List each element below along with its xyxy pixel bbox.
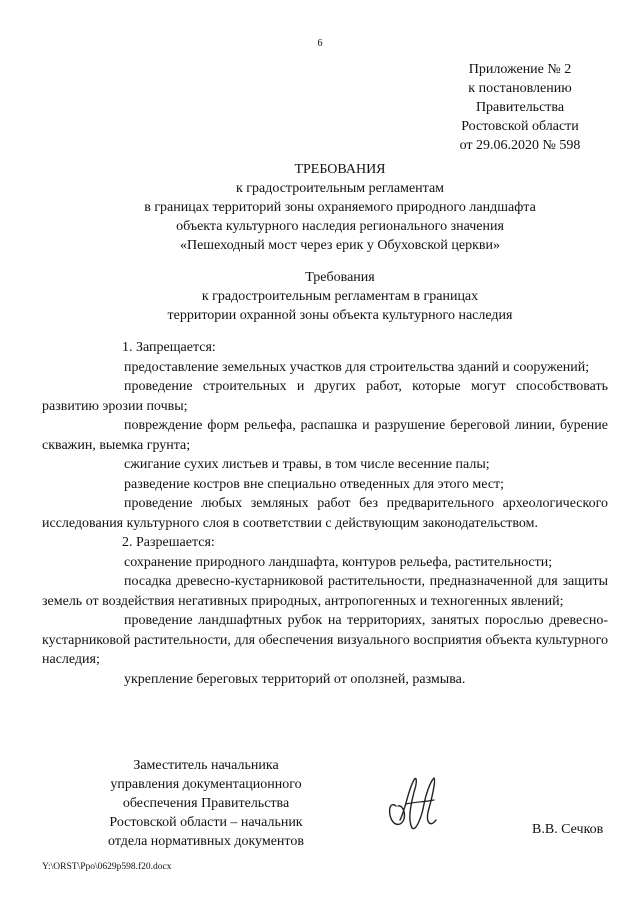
subtitle-line: к градостроительным регламентам в границах [201, 289, 479, 304]
title-line: объекта культурного наследия регионального значения [176, 219, 504, 234]
requirement-item: разведение костров вне специально отведенных для этого мест; [124, 476, 505, 492]
requirement-item: проведение любых земляных работ без предварительного археологического исследования культурного слоя в соответствии с действующим законодательством. [42, 496, 608, 531]
appendix-header [440, 60, 600, 155]
page-number: 6 [317, 38, 323, 49]
requirement-item: повреждение форм рельефа, распашка и разрушение береговой линии, бурение скважин, выемка грунта; [42, 418, 608, 453]
appendix-line: Приложение № 2 [468, 62, 572, 77]
requirement-item: посадка древесно-кустарниковой растительности, предназначенной для защиты земель от воздействия негативных природных, антропогенных и техногенных явлений; [42, 574, 608, 609]
section-heading-allowed: 2. Разрешается: [122, 535, 215, 550]
appendix-line: Ростовской области [461, 119, 579, 134]
appendix-line: Правительства [475, 100, 565, 115]
signer-line: отдела нормативных документов [108, 834, 304, 849]
requirement-item: сжигание сухих листьев и травы, в том числе весенние палы; [124, 457, 490, 472]
signer-line: обеспечения Правительства [122, 796, 290, 811]
section-subtitle [100, 268, 580, 325]
subtitle-line: Требования [305, 270, 375, 285]
requirement-item: проведение ландшафтных рубок на территориях, занятых порослью древесно-кустарниковой растительности, для обеспечения визуального восприятия объекта культурного наследия; [42, 613, 608, 667]
signer-line: Заместитель начальника [133, 758, 279, 773]
signer-line: Ростовской области – начальник [109, 815, 303, 830]
file-path: Y:\ORST\Ppo\0629p598.f20.docx [42, 862, 172, 872]
appendix-line: от 29.06.2020 № 598 [459, 138, 581, 153]
signer-name: В.В. Сечков [532, 822, 604, 837]
appendix-line: к постановлению [468, 81, 572, 96]
requirement-item: проведение строительных и других работ, которые могут способствовать развитию эрозии почвы; [42, 379, 608, 414]
title-line: ТРЕБОВАНИЯ [294, 162, 386, 177]
document-title [100, 160, 580, 255]
signer-line: управления документационного [110, 777, 302, 792]
requirements-body [42, 338, 608, 689]
signer-position [90, 756, 322, 851]
requirement-item: предоставление земельных участков для строительства зданий и сооружений; [124, 359, 590, 375]
title-line: в границах территорий зоны охраняемого природного ландшафта [144, 200, 536, 215]
requirement-item: укрепление береговых территорий от оползней, размыва. [124, 671, 466, 687]
section-heading-prohibited: 1. Запрещается: [122, 340, 216, 355]
title-line: к градостроительным регламентам [235, 181, 445, 196]
requirement-item: сохранение природного ландшафта, контуров рельефа, растительности; [124, 554, 553, 570]
subtitle-line: территории охранной зоны объекта культурного наследия [167, 308, 513, 323]
title-line: «Пешеходный мост через ерик у Обуховской церкви» [179, 238, 501, 253]
signature-icon [378, 768, 448, 838]
